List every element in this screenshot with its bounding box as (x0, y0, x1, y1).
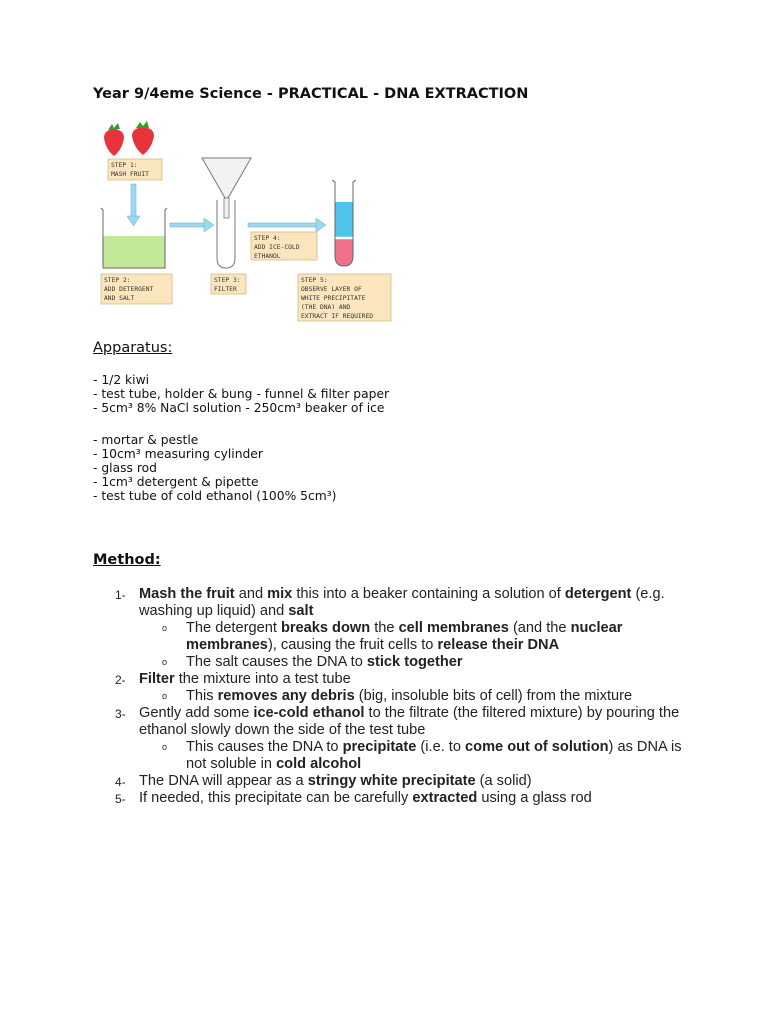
step5-line2: OBSERVE LAYER OF (301, 286, 362, 293)
method-step-1-note-2: o The salt causes the DNA to stick together (162, 654, 463, 670)
list-item: - test tube, holder & bung - funnel & filter paper (93, 387, 390, 401)
list-item: - 10cm³ measuring cylinder (93, 447, 263, 461)
step2-line2: ADD DETERGENT (104, 286, 154, 293)
list-item: - test tube of cold ethanol (100% 5cm³) (93, 489, 337, 503)
step3-line1: STEP 3: (214, 277, 241, 284)
strawberry-icon (104, 121, 154, 156)
apparatus-list-1 (93, 373, 389, 415)
method-list (93, 586, 693, 807)
method-step-5: 5- If needed, this precipitate can be carefully extracted using a glass rod (115, 790, 592, 806)
step1-line1: STEP 1: (111, 162, 138, 169)
list-item: - 1cm³ detergent & pipette (93, 475, 259, 489)
step5-line4: (THE DNA) AND (301, 304, 351, 311)
method-step-1: 1- Mash the fruit and mix this into a beaker containing a solution of detergent (e.g. washing up liquid) and salt (115, 586, 665, 619)
method-step-3-note-1: o This causes the DNA to precipitate (i.e. to come out of solution) as DNA is not soluble in cold alcohol (162, 739, 682, 772)
method-step-3: 3- Gently add some ice-cold ethanol to the filtrate (the filtered mixture) by pouring the ethanol slowly down the side of the test tube (115, 705, 680, 738)
apparatus-list-2 (93, 433, 336, 503)
dna-extraction-diagram (96, 118, 396, 328)
method-step-2: 2- Filter the mixture into a test tube (115, 671, 351, 687)
list-item: - 5cm³ 8% NaCl solution - 250cm³ beaker of ice (93, 401, 385, 415)
step5-line1: STEP 5: (301, 277, 328, 284)
step5-line5: EXTRACT IF REQUIRED (301, 313, 374, 320)
step2-line1: STEP 2: (104, 277, 131, 284)
step5-line3: WHITE PRECIPITATE (301, 295, 366, 302)
arrow-right-icon (248, 218, 326, 232)
method-heading: Method: (93, 552, 161, 568)
list-item: - glass rod (93, 461, 157, 475)
ethanol-tube-icon (332, 180, 356, 266)
apparatus-heading: Apparatus: (93, 340, 173, 356)
method-step-4: 4- The DNA will appear as a stringy white precipitate (a solid) (115, 773, 532, 789)
step4-line3: ETHANOL (254, 253, 281, 260)
step2-line3: AND SALT (104, 295, 135, 302)
step4-line2: ADD ICE-COLD (254, 244, 300, 251)
page-title: Year 9/4eme Science - PRACTICAL - DNA EXTRACTION (93, 86, 529, 102)
arrow-right-icon (170, 218, 214, 232)
method-step-1-note-1: o The detergent breaks down the cell membranes (and the nuclear membranes), causing the fruit cells to release their DNA (162, 620, 623, 653)
arrow-down-icon (127, 184, 140, 226)
method-step-2-note-1: o This removes any debris (big, insoluble bits of cell) from the mixture (162, 688, 633, 704)
list-item: - 1/2 kiwi (93, 373, 150, 387)
step1-line2: MASH FRUIT (111, 171, 149, 178)
funnel-icon (202, 158, 251, 218)
step3-line2: FILTER (214, 286, 237, 293)
list-item: - mortar & pestle (93, 433, 199, 447)
step4-line1: STEP 4: (254, 235, 281, 242)
